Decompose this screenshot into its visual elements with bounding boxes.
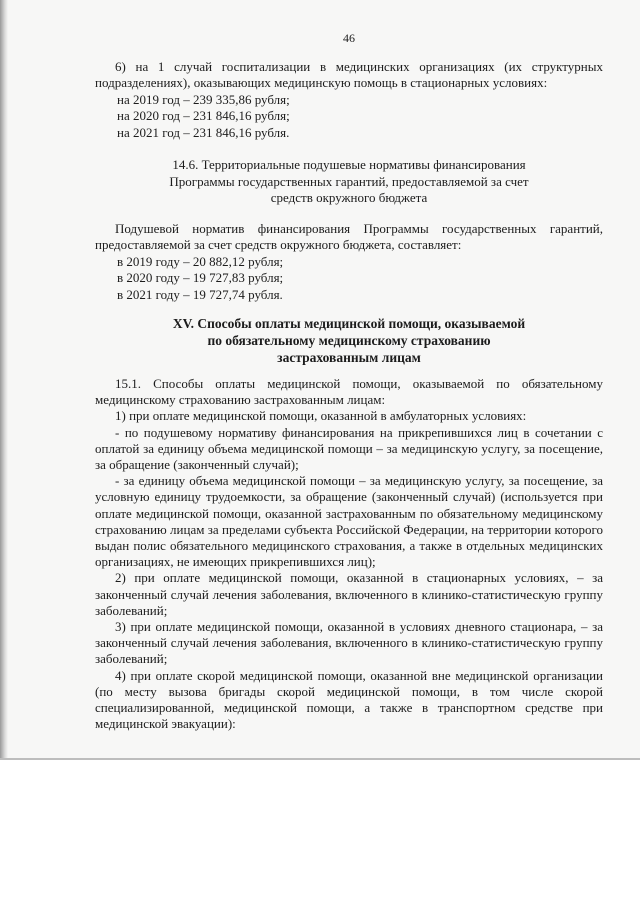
page-number: 46 bbox=[343, 31, 355, 45]
paragraph-emergency: 4) при оплате скорой медицинской помощи, оказанной вне медицинской организации (по месту вызова бригады скорой медицинской помощи, в том числе скорой специализированной, медицинской помощи, а также в транспортном средстве при медицинской эвакуации): bbox=[95, 667, 603, 732]
list-item: на 2021 год – 231 846,16 рубля. bbox=[117, 124, 290, 140]
paragraph-per-unit: - за единицу объема медицинской помощи – за медицинскую услугу, за посещение, за условную единицу трудоемкости, за обращение (законченный случай) (используется при оплате медицинской помощи, оказанной застрахованным по обязательному медицинскому страхованию лицам за пределами субъекта Российской Федерации, на территории которого выдан полис обязательного медицинского страхования, а также в отдельных медицинских организациях, не имеющих прикрепившихся лиц); bbox=[95, 473, 603, 570]
paragraph-per-capita: - по подушевому нормативу финансирования на прикрепившихся лиц в сочетании с оплатой за единицу объема медицинской помощи – за медицинскую услугу, за посещение, за обращение (законченный случай); bbox=[95, 424, 603, 473]
section-heading-xv: XV. Способы оплаты медицинской помощи, оказываемой по обязательному медицинскому страхованию застрахованным лицам bbox=[172, 316, 526, 365]
paragraph-inpatient: 2) при оплате медицинской помощи, оказанной в стационарных условиях, – за законченный случай лечения заболевания, включенного в клинико-статистическую группу заболеваний; bbox=[95, 570, 603, 618]
list-item: на 2019 год – 239 335,86 рубля; bbox=[117, 91, 290, 107]
paragraph-per-capita-norm: Подушевой норматив финансирования Программы государственных гарантий, предоставляемой за счет средств окружного бюджета, составляет: bbox=[95, 220, 603, 252]
paragraph-item-6: 6) на 1 случай госпитализации в медицинских организациях (их структурных подразделениях), оказывающих медицинскую помощь в стационарных условиях: bbox=[95, 58, 603, 90]
list-item: на 2020 год – 231 846,16 рубля; bbox=[117, 108, 290, 123]
paragraph-day-hospital: 3) при оплате медицинской помощи, оказанной в условиях дневного стационара, – за законченный случай лечения заболевания, включенного в клинико-статистическую группу заболеваний; bbox=[95, 619, 603, 667]
list-item: в 2020 году – 19 727,83 рубля; bbox=[117, 270, 284, 285]
scan-bottom-edge bbox=[0, 758, 640, 760]
document-body bbox=[95, 30, 603, 732]
list-item: в 2019 году – 20 882,12 рубля; bbox=[117, 253, 284, 269]
subsection-heading-14-6: 14.6. Территориальные подушевые нормативы финансирования Программы государственных гарантий, предоставляемой за счет средств окружного бюджета bbox=[169, 157, 529, 205]
list-item: в 2021 году – 19 727,74 рубля. bbox=[117, 286, 283, 302]
scan-shadow-edge bbox=[0, 0, 8, 760]
paragraph-outpatient: 1) при оплате медицинской помощи, оказанной в амбулаторных условиях: bbox=[115, 408, 527, 424]
paragraph-15-1: 15.1. Способы оплаты медицинской помощи, оказываемой по обязательному медицинскому страхованию застрахованным лицам: bbox=[95, 376, 603, 408]
